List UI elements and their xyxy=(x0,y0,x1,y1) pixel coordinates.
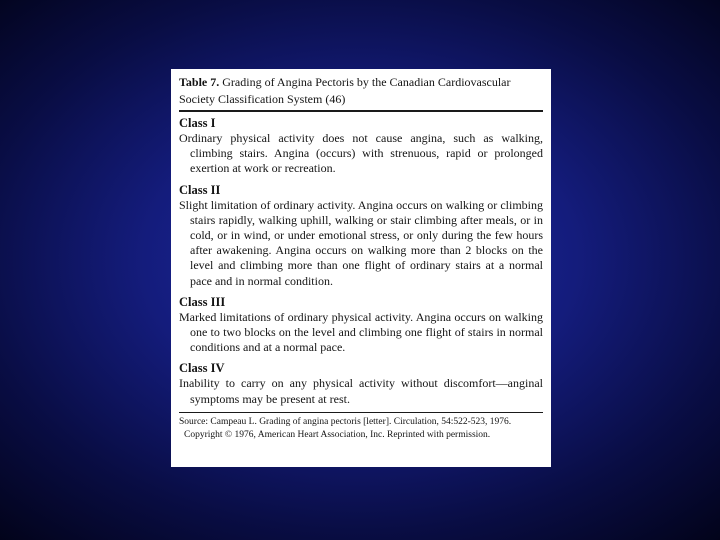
class-i-block xyxy=(179,115,543,177)
table-number: Table 7. xyxy=(179,75,220,89)
class-ii-heading: Class II xyxy=(179,182,221,197)
source-citation: Source: Campeau L. Grading of angina pectoris [letter]. Circulation, 54:522-523, 1976. xyxy=(179,416,512,427)
title-divider xyxy=(179,110,543,112)
table-card xyxy=(171,69,551,467)
class-iv-heading: Class IV xyxy=(179,361,225,376)
copyright-notice: Copyright © 1976, American Heart Association, Inc. Reprinted with permission. xyxy=(184,429,491,440)
class-i-description: Ordinary physical activity does not cause angina, such as walking, climbing stairs. Angina (occurs) with strenuous, rapid or prolonged exertion at work or recreation. xyxy=(179,131,543,176)
class-iv-block xyxy=(179,360,543,406)
class-ii-block xyxy=(179,182,543,289)
table-title xyxy=(179,74,543,108)
footer-divider xyxy=(179,412,543,413)
table-title-text: Grading of Angina Pectoris by the Canadian Cardiovascular Society Classification System (46) xyxy=(179,75,511,106)
class-iv-description: Inability to carry on any physical activity without discomfort—anginal symptoms may be present at rest. xyxy=(179,376,543,406)
class-iii-block xyxy=(179,294,543,356)
class-ii-description: Slight limitation of ordinary activity. Angina occurs on walking or climbing stairs rapidly, walking uphill, walking or stair climbing after meals, or in cold, or in wind, or under emotional stress, or only during the few hours after awakening. Angina occurs on walking more than 2 blocks on the level and climbing more than one flight of ordinary stairs at a normal pace and in normal condition. xyxy=(179,197,543,288)
class-iii-heading: Class III xyxy=(179,294,226,309)
class-i-heading: Class I xyxy=(179,116,216,130)
class-iii-description: Marked limitations of ordinary physical activity. Angina occurs on walking one to two blocks on the level and climbing one flight of stairs in normal conditions and at a normal pace. xyxy=(179,309,543,355)
